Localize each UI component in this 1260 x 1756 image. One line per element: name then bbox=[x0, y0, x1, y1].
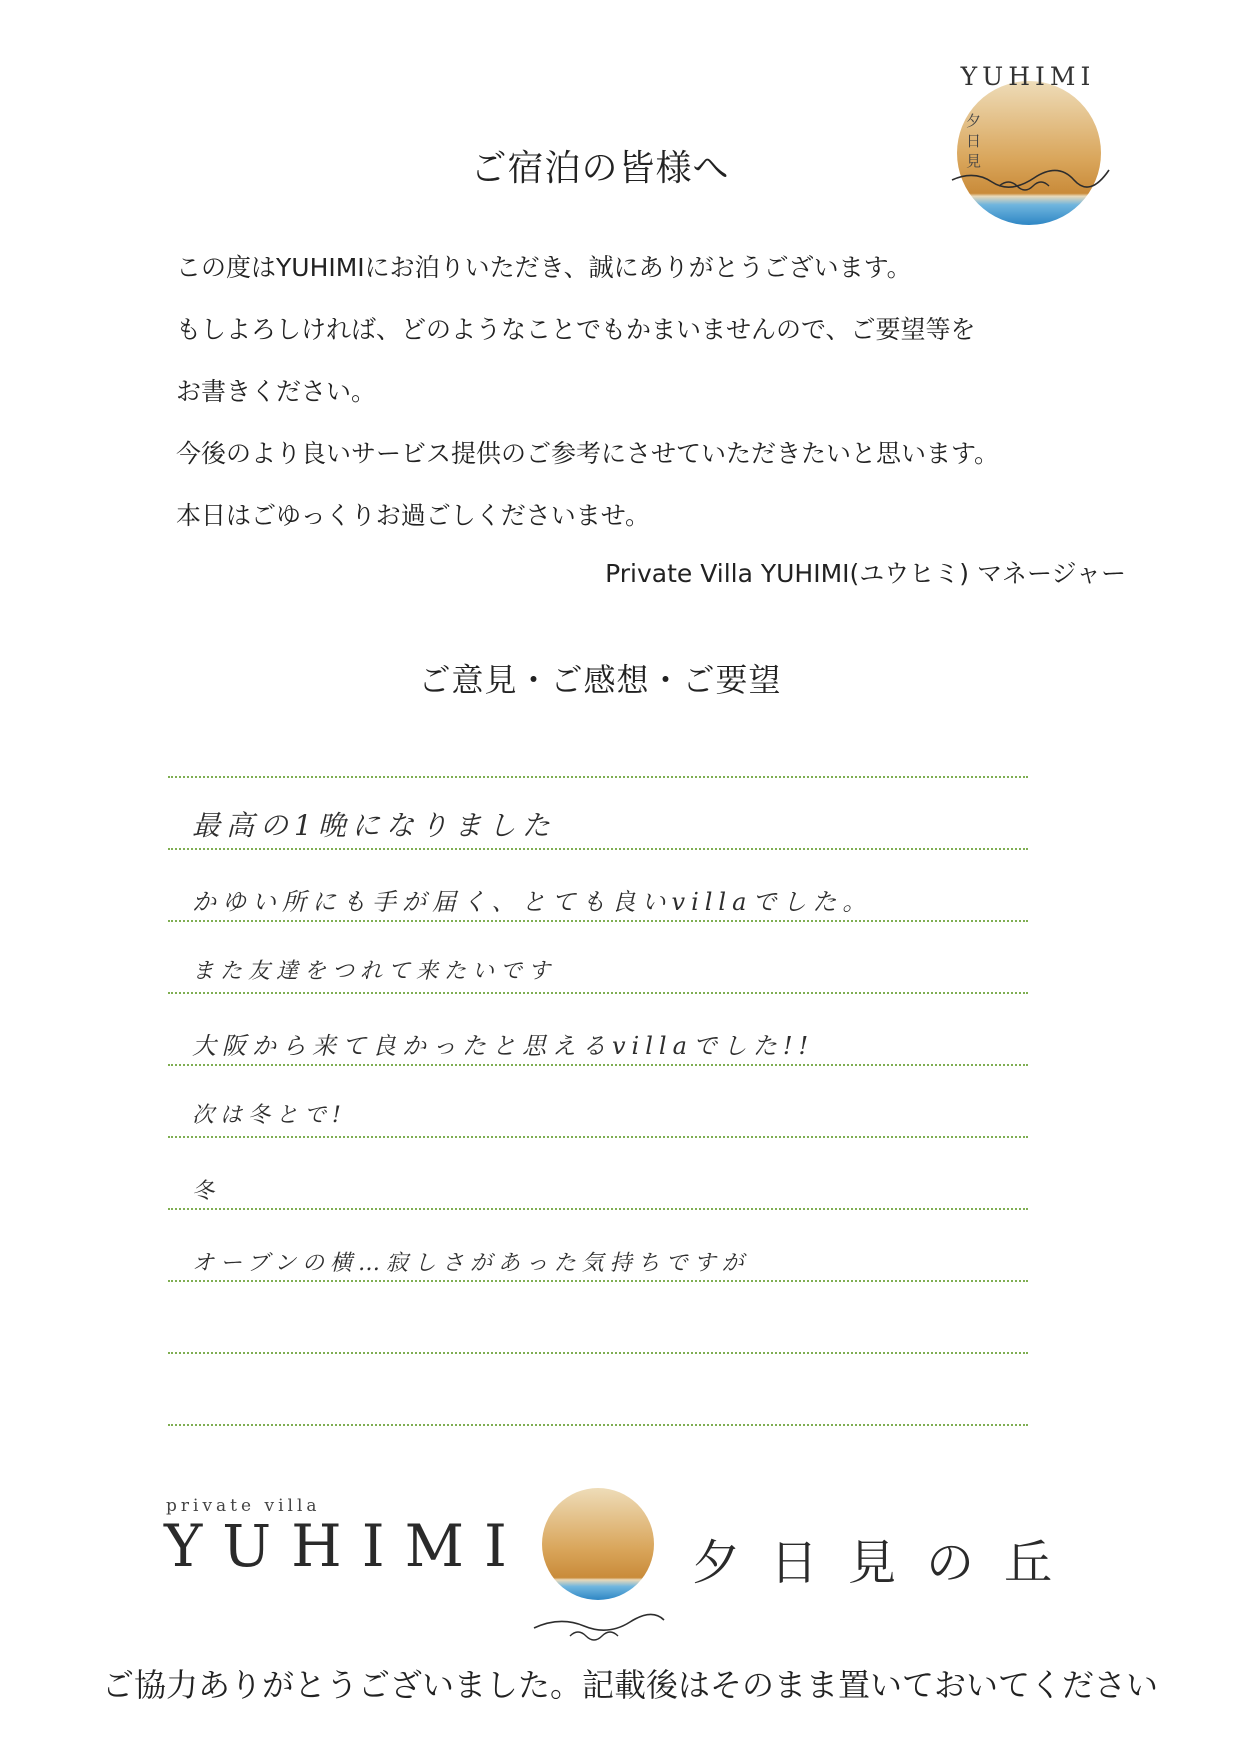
yuhimi-logo-bottom bbox=[530, 1476, 666, 1652]
handwritten-comment: 冬 bbox=[192, 1179, 221, 1204]
footer-kanji: 夕日見の丘 bbox=[692, 1535, 1083, 1591]
feedback-title: ご意見・ご感想・ご要望 bbox=[418, 661, 782, 699]
ruled-line bbox=[168, 776, 1028, 778]
wave-line bbox=[534, 1614, 664, 1630]
ruled-line bbox=[168, 992, 1028, 994]
greeting-line: お書きください。 bbox=[176, 377, 377, 406]
ruled-line bbox=[168, 920, 1028, 922]
manager-signature: Private Villa YUHIMI(ユウヒミ) マネージャー bbox=[605, 559, 1126, 588]
logo-top-wordmark: YUHIMI bbox=[960, 62, 1096, 91]
ruled-line bbox=[168, 1280, 1028, 1282]
handwritten-comment: 次は冬とで! bbox=[192, 1103, 347, 1128]
greeting-line: 本日はごゆっくりお過ごしくださいませ。 bbox=[176, 501, 651, 530]
logo-top-kanji-1: 夕 bbox=[966, 112, 982, 130]
handwritten-comment: 大阪から来て良かったと思えるvillaでした!! bbox=[192, 1032, 815, 1060]
greeting-line: もしよろしければ、どのようなことでもかまいませんので、ご要望等を bbox=[176, 315, 976, 344]
thanks-message: ご協力ありがとうございました。記載後はそのまま置いておいてください bbox=[101, 1666, 1158, 1704]
ruled-line bbox=[168, 1424, 1028, 1426]
handwritten-comment: 最高の1晩になりました bbox=[192, 809, 556, 842]
greeting-line: 今後のより良いサービス提供のご参考にさせていただきたいと思います。 bbox=[176, 439, 1000, 468]
handwritten-comment: オーブンの横…寂しさがあった気持ちですが bbox=[192, 1251, 750, 1276]
handwritten-comment: また友達をつれて来たいです bbox=[192, 959, 557, 984]
ruled-line bbox=[168, 1136, 1028, 1138]
greeting-title: ご宿泊の皆様へ bbox=[470, 148, 730, 189]
sun-circle bbox=[542, 1488, 654, 1600]
ruled-line bbox=[168, 848, 1028, 850]
logo-top-kanji-3: 見 bbox=[966, 152, 982, 170]
ruled-line bbox=[168, 1064, 1028, 1066]
wave-sketch bbox=[570, 1632, 618, 1640]
ruled-line bbox=[168, 1352, 1028, 1354]
footer-private-villa: private villa bbox=[166, 1496, 321, 1516]
footer-wordmark: YUHIMI bbox=[164, 1512, 527, 1580]
ruled-line bbox=[168, 1208, 1028, 1210]
logo-top-kanji-2: 日 bbox=[966, 132, 982, 150]
handwritten-comment: かゆい所にも手が届く、とても良いvillaでした。 bbox=[192, 888, 873, 916]
greeting-line: この度はYUHIMIにお泊りいただき、誠にありがとうございます。 bbox=[176, 253, 912, 282]
